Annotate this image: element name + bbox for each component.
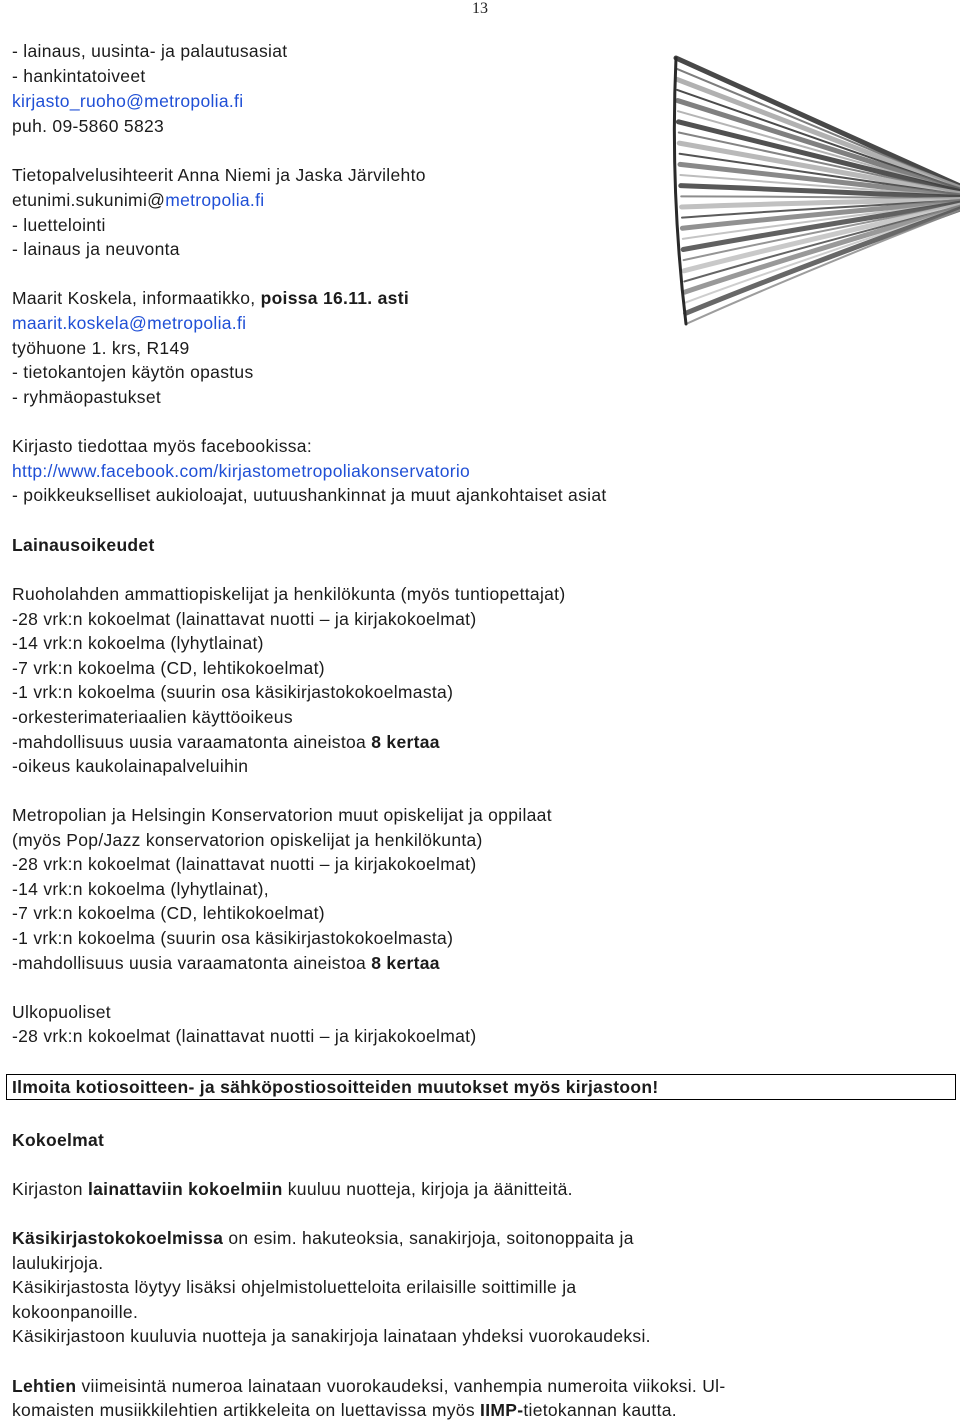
group1-line-28: -28 vrk:n kokoelmat (lainattavat nuotti – ja kirjakokoelmat) <box>12 609 477 629</box>
book-pages-image <box>668 48 960 334</box>
group2-reservation-text: -mahdollisuus uusia varaamatonta aineistoa <box>12 953 367 973</box>
collections-heading: Kokoelmat <box>12 1130 105 1150</box>
address-change-notice-box <box>6 1074 956 1100</box>
informatician-name: Maarit Koskela, informaatikko, <box>12 288 256 308</box>
collections-p5-cont-bold: IIMP- <box>480 1400 524 1420</box>
staff-email[interactable] <box>12 189 264 211</box>
group2-subtitle: (myös Pop/Jazz konservatorion opiskelijat ja henkilökunta) <box>12 830 483 850</box>
staff-email-domain: metropolia.fi <box>165 190 265 210</box>
informatician-absence: poissa 16.11. asti <box>260 288 409 308</box>
group1-title: Ruoholahden ammattiopiskelijat ja henkilökunta (myös tuntiopettajat) <box>12 584 566 604</box>
collections-p1-post: kuuluu nuotteja, kirjoja ja äänitteitä. <box>287 1179 573 1199</box>
group2-reservation <box>12 952 440 974</box>
group1-line-orchestra: -orkesterimateriaalien käyttöoikeus <box>12 707 293 727</box>
collections-p1 <box>12 1178 573 1200</box>
collections-p2-rest: on esim. hakuteoksia, sanakirjoja, soitonoppaita ja <box>228 1228 634 1248</box>
loan-rights-heading: Lainausoikeudet <box>12 535 155 555</box>
informatician-task-databases: - tietokantojen käytön opastus <box>12 362 254 382</box>
group2-line-7: -7 vrk:n kokoelma (CD, lehtikokoelmat) <box>12 903 325 923</box>
staff-names: Tietopalvelusihteerit Anna Niemi ja Jaska Järvilehto <box>12 165 426 185</box>
staff-task-lending: - lainaus ja neuvonta <box>12 239 180 259</box>
collections-p5-cont-pre: komaisten musiikkilehtien artikkeleita on luettavissa myös <box>12 1400 475 1420</box>
collections-p5-cont <box>12 1399 677 1421</box>
collections-p5-bold: Lehtien <box>12 1376 77 1396</box>
collections-p1-bold: lainattaviin kokoelmiin <box>87 1179 283 1199</box>
collections-p2 <box>12 1227 634 1249</box>
staff-task-cataloguing: - luettelointi <box>12 215 106 235</box>
group1-line-7: -7 vrk:n kokoelma (CD, lehtikokoelmat) <box>12 658 325 678</box>
collections-p5-cont-post: tietokannan kautta. <box>523 1400 677 1420</box>
library-email-link[interactable]: kirjasto_ruoho@metropolia.fi <box>12 91 244 111</box>
group2-title: Metropolian ja Helsingin Konservatorion muut opiskelijat ja oppilaat <box>12 805 552 825</box>
collections-p2-cont: laulukirjoja. <box>12 1253 104 1273</box>
group1-line-1: -1 vrk:n kokoelma (suurin osa käsikirjastokokoelmasta) <box>12 682 454 702</box>
group2-line-14: -14 vrk:n kokoelma (lyhytlainat), <box>12 879 269 899</box>
group2-reservation-count: 8 kertaa <box>371 953 440 973</box>
address-change-notice: Ilmoita kotiosoitteen- ja sähköpostiosoitteiden muutokset myös kirjastoon! <box>12 1077 659 1097</box>
facebook-description: - poikkeukselliset aukioloajat, uutuushankinnat ja muut ajankohtaiset asiat <box>12 485 607 505</box>
informatician-room: työhuone 1. krs, R149 <box>12 338 190 358</box>
collections-p3: Käsikirjastosta löytyy lisäksi ohjelmistoluetteloita erilaisille soittimille ja <box>12 1277 577 1297</box>
group1-line-14: -14 vrk:n kokoelma (lyhytlainat) <box>12 633 264 653</box>
group3-line-28: -28 vrk:n kokoelmat (lainattavat nuotti – ja kirjakokoelmat) <box>12 1026 477 1046</box>
library-phone: puh. 09-5860 5823 <box>12 116 165 136</box>
contact-item-acquisitions: - hankintatoiveet <box>12 66 146 86</box>
group1-interlibrary: -oikeus kaukolainapalveluihin <box>12 756 249 776</box>
staff-email-prefix: etunimi.sukunimi@ <box>12 190 166 210</box>
contact-item-lending: - lainaus, uusinta- ja palautusasiat <box>12 41 288 61</box>
facebook-link[interactable]: http://www.facebook.com/kirjastometropoliakonservatorio <box>12 461 471 481</box>
group1-reservation <box>12 731 440 753</box>
informatician-task-groups: - ryhmäopastukset <box>12 387 162 407</box>
collections-p1-pre: Kirjaston <box>12 1179 83 1199</box>
group1-reservation-count: 8 kertaa <box>371 732 440 752</box>
collections-p3-cont: kokoonpanoille. <box>12 1302 139 1322</box>
collections-p5-rest: viimeisintä numeroa lainataan vuorokaudeksi, vanhempia numeroita viikoksi. Ul- <box>81 1376 726 1396</box>
group2-line-28: -28 vrk:n kokoelmat (lainattavat nuotti – ja kirjakokoelmat) <box>12 854 477 874</box>
informatician-email-link[interactable]: maarit.koskela@metropolia.fi <box>12 313 247 333</box>
facebook-intro: Kirjasto tiedottaa myös facebookissa: <box>12 436 312 456</box>
group2-line-1: -1 vrk:n kokoelma (suurin osa käsikirjastokokoelmasta) <box>12 928 454 948</box>
collections-p2-bold: Käsikirjastokokoelmissa <box>12 1228 224 1248</box>
page-number: 13 <box>472 0 488 17</box>
group1-reservation-text: -mahdollisuus uusia varaamatonta aineistoa <box>12 732 367 752</box>
group3-title: Ulkopuoliset <box>12 1002 111 1022</box>
collections-p5 <box>12 1375 725 1397</box>
collections-p4: Käsikirjastoon kuuluvia nuotteja ja sanakirjoja lainataan yhdeksi vuorokaudeksi. <box>12 1326 651 1346</box>
informatician-line <box>12 287 409 309</box>
